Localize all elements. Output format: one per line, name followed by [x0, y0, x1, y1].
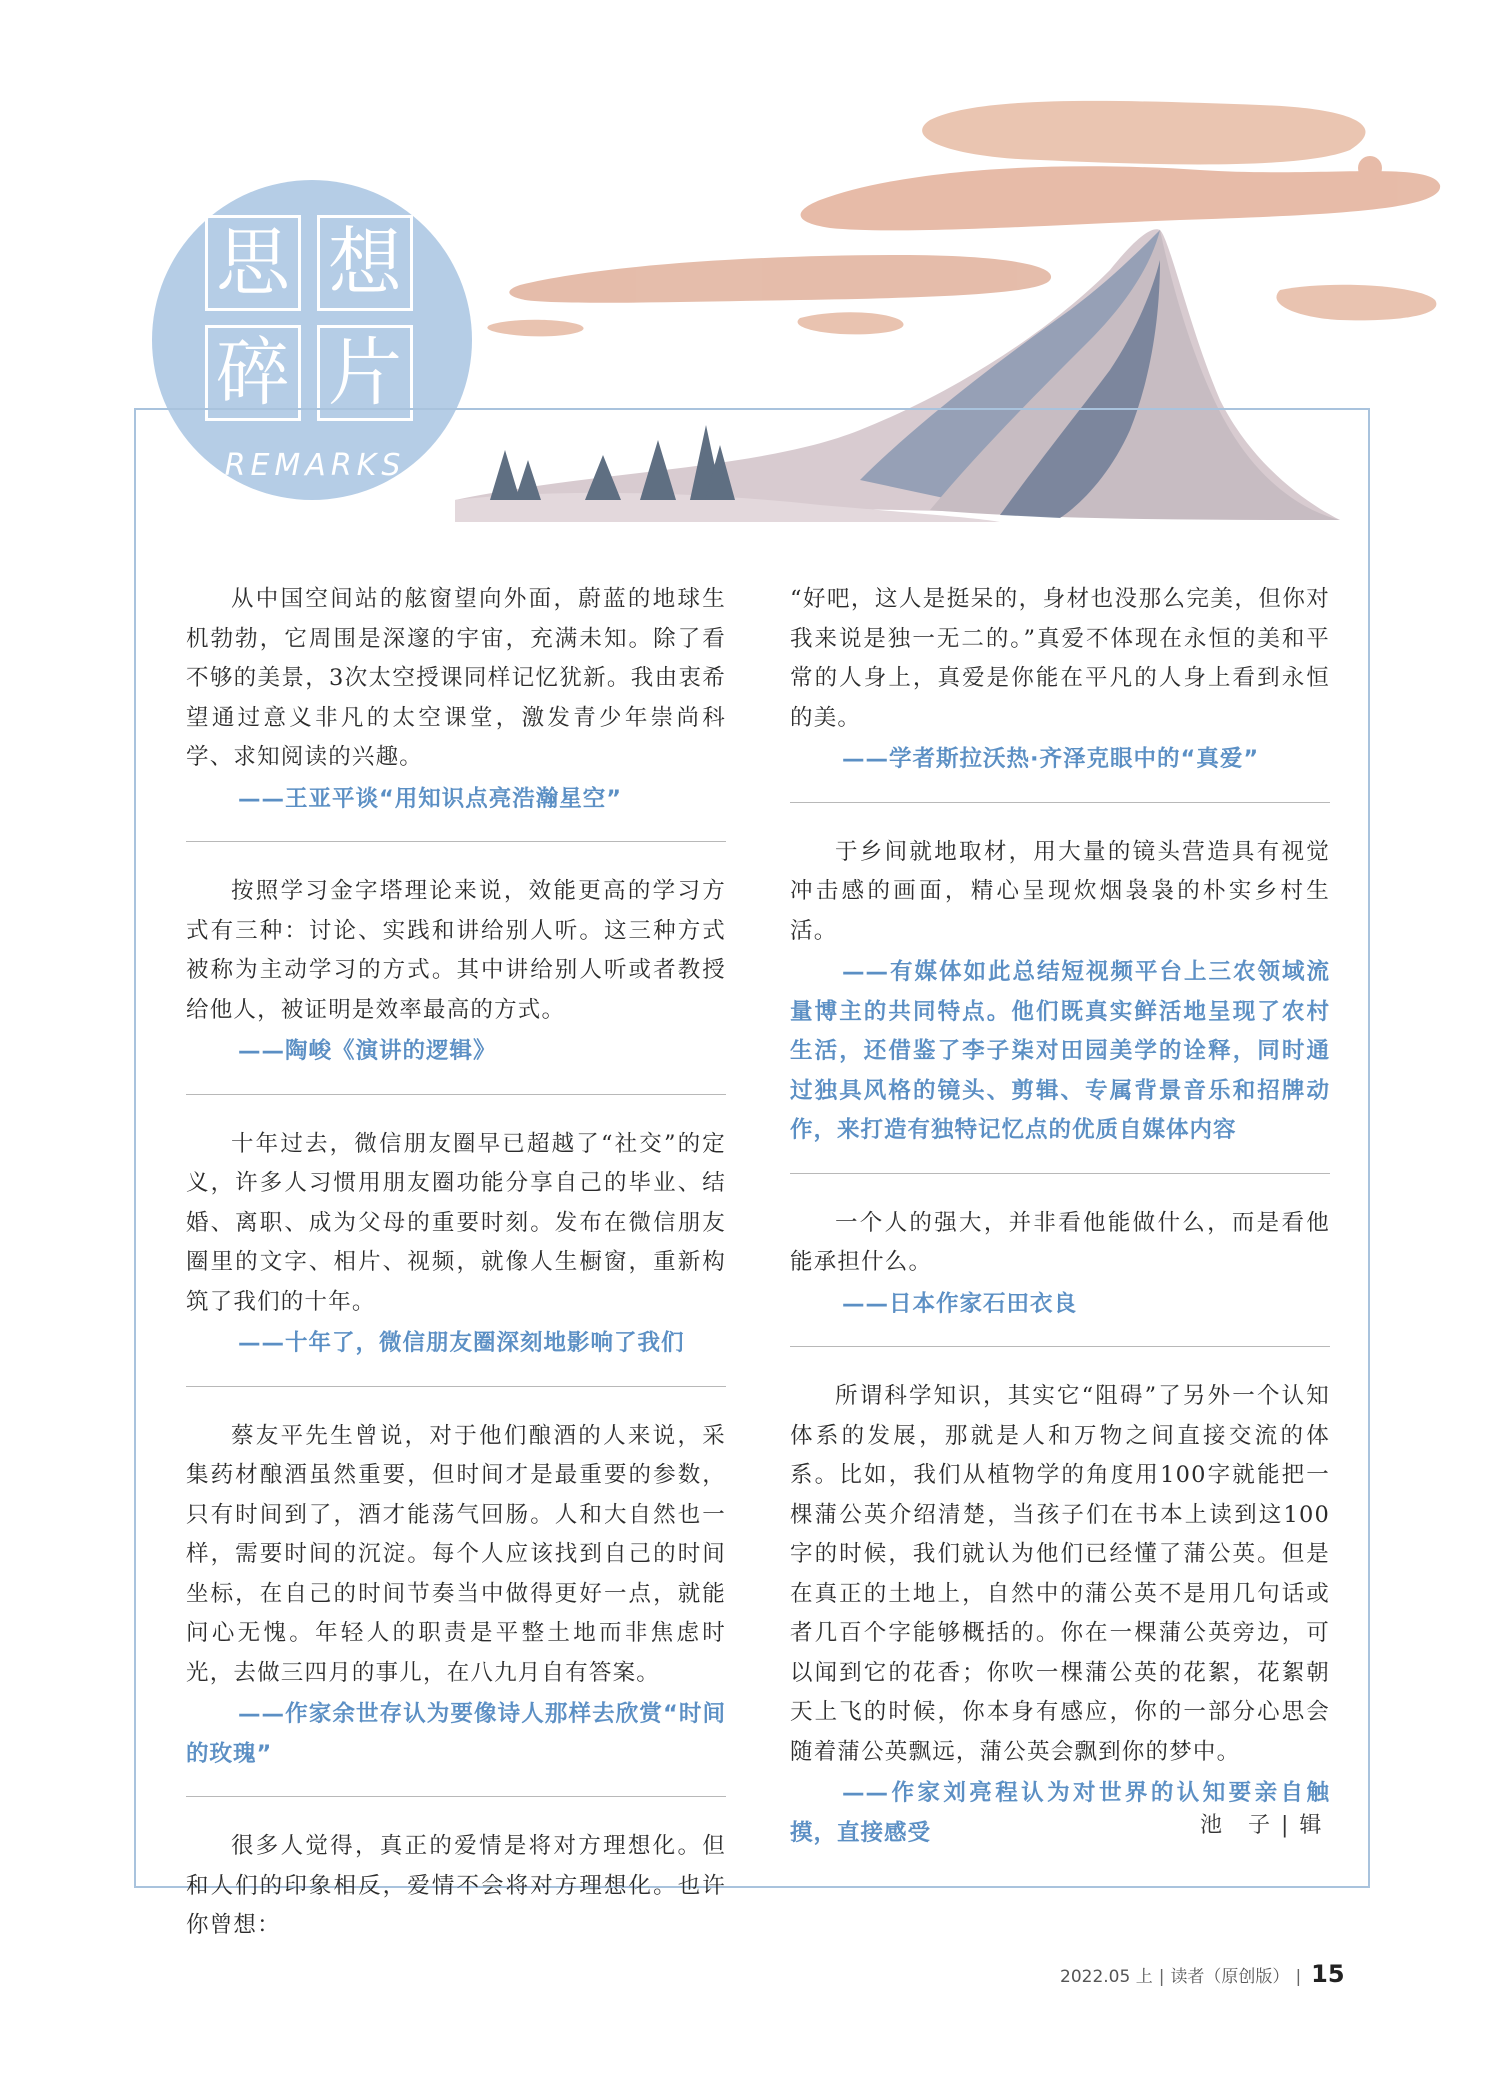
quote-body: 十年过去，微信朋友圈早已超越了“社交”的定义，许多人习惯用朋友圈功能分享自己的毕业、结婚、离职、成为父母的重要时刻。发布在微信朋友圈里的文字、相片、视频，就像人生橱窗，重新构筑了我们的十年。	[186, 1130, 726, 1315]
quote-body: “好吧，这人是挺呆的，身材也没那么完美，但你对我来说是独一无二的。”真爱不体现在永恒的美和平常的人身上，真爱是你能在平凡的人身上看到永恒的美。	[790, 586, 1330, 731]
divider	[186, 1094, 726, 1095]
quote-body: 从中国空间站的舷窗望向外面，蔚蓝的地球生机勃勃，它周围是深邃的宇宙，充满未知。除了看不够的美景，3次太空授课同样记忆犹新。我由衷希望通过意义非凡的太空课堂，激发青少年崇尚科学、求知阅读的兴趣。	[186, 586, 726, 770]
quote-source: ——作家刘亮程认为对世界的认知要亲自触摸，直接感受	[790, 1780, 1330, 1846]
page-footer: 2022.05 上 | 读者（原创版） | 15	[1060, 1960, 1345, 1988]
quote-body: 按照学习金字塔理论来说，效能更高的学习方式有三种：讨论、实践和讲给别人听。这三种方式被称为主动学习的方式。其中讲给别人听或者教授给他人，被证明是效率最高的方式。	[186, 878, 726, 1023]
badge-char-4: 片	[317, 325, 413, 421]
quote-body: 很多人觉得，真正的爱情是将对方理想化。但和人们的印象相反，爱情不会将对方理想化。也许你曾想：	[186, 1833, 726, 1938]
badge-char-3: 碎	[205, 325, 301, 421]
quote-body: 于乡间就地取材，用大量的镜头营造具有视觉冲击感的画面，精心呈现炊烟袅袅的朴实乡村生活。	[790, 838, 1330, 944]
quote-entry	[790, 833, 1330, 1151]
quote-entry	[186, 1827, 726, 1946]
divider	[790, 1173, 1330, 1174]
badge-title	[205, 215, 415, 425]
quote-entry	[186, 1125, 726, 1364]
quote-entry	[790, 1377, 1330, 1853]
quote-entry	[186, 1417, 726, 1775]
issue-label: 2022.05 上	[1060, 1967, 1153, 1987]
quote-source: ——日本作家石田衣良	[842, 1290, 1078, 1317]
badge-char-2: 想	[317, 215, 413, 311]
quote-source: ——陶峻《演讲的逻辑》	[238, 1038, 497, 1064]
quote-source: ——学者斯拉沃热·齐泽克眼中的“真爱”	[842, 746, 1260, 772]
magazine-label: 读者（原创版）	[1170, 1967, 1290, 1987]
quote-entry	[790, 580, 1330, 780]
divider	[790, 1346, 1330, 1347]
quote-body: 蔡友平先生曾说，对于他们酿酒的人来说，采集药材酿酒虽然重要，但时间才是最重要的参数，只有时间到了，酒才能荡气回肠。人和大自然也一样，需要时间的沉淀。每个人应该找到自己的时间坐标，在自己的时间节奏当中做得更好一点，就能问心无愧。年轻人的职责是平整土地而非焦虑时光，去做三四月的事儿，在八九月自有答案。	[186, 1422, 726, 1686]
page-number: 15	[1311, 1960, 1345, 1988]
quote-body: 一个人的强大，并非看他能做什么，而是看他能承担什么。	[790, 1209, 1330, 1275]
quote-entry	[790, 1204, 1330, 1325]
quote-source: ——有媒体如此总结短视频平台上三农领域流量博主的共同特点。他们既真实鲜活地呈现了农村生活，还借鉴了李子柒对田园美学的诠释，同时通过独具风格的镜头、剪辑、专属背景音乐和招牌动作，来打造有独特记忆点的优质自媒体内容	[790, 959, 1330, 1143]
quote-entry	[186, 872, 726, 1072]
quote-source: ——王亚平谈“用知识点亮浩瀚星空”	[238, 785, 623, 812]
divider	[186, 841, 726, 842]
quote-entry	[186, 580, 726, 819]
left-column	[186, 580, 726, 1946]
divider	[790, 802, 1330, 803]
editor-credit: 池 子 | 辑	[1200, 1813, 1324, 1838]
right-column	[790, 580, 1330, 1853]
clouds	[487, 101, 1440, 336]
divider	[186, 1386, 726, 1387]
quote-source: ——作家余世存认为要像诗人那样去欣赏“时间的玫瑰”	[186, 1701, 726, 1767]
quote-source: ——十年了，微信朋友圈深刻地影响了我们	[238, 1330, 685, 1356]
quote-body: 所谓科学知识，其实它“阻碍”了另外一个认知体系的发展，那就是人和万物之间直接交流的体系。比如，我们从植物学的角度用100字就能把一棵蒲公英介绍清楚，当孩子们在书本上读到这100字的时候，我们就认为他们已经懂了蒲公英。但是在真正的土地上，自然中的蒲公英不是用几句话或者几百个字能够概括的。你在一棵蒲公英旁边，可以闻到它的花香；你吹一棵蒲公英的花絮，花絮朝天上飞的时候，你本身有感应，你的一部分心思会随着蒲公英飘远，蒲公英会飘到你的梦中。	[790, 1383, 1330, 1765]
badge-subtitle: REMARKS	[224, 448, 406, 483]
divider	[186, 1796, 726, 1797]
badge-char-1: 思	[205, 215, 301, 311]
